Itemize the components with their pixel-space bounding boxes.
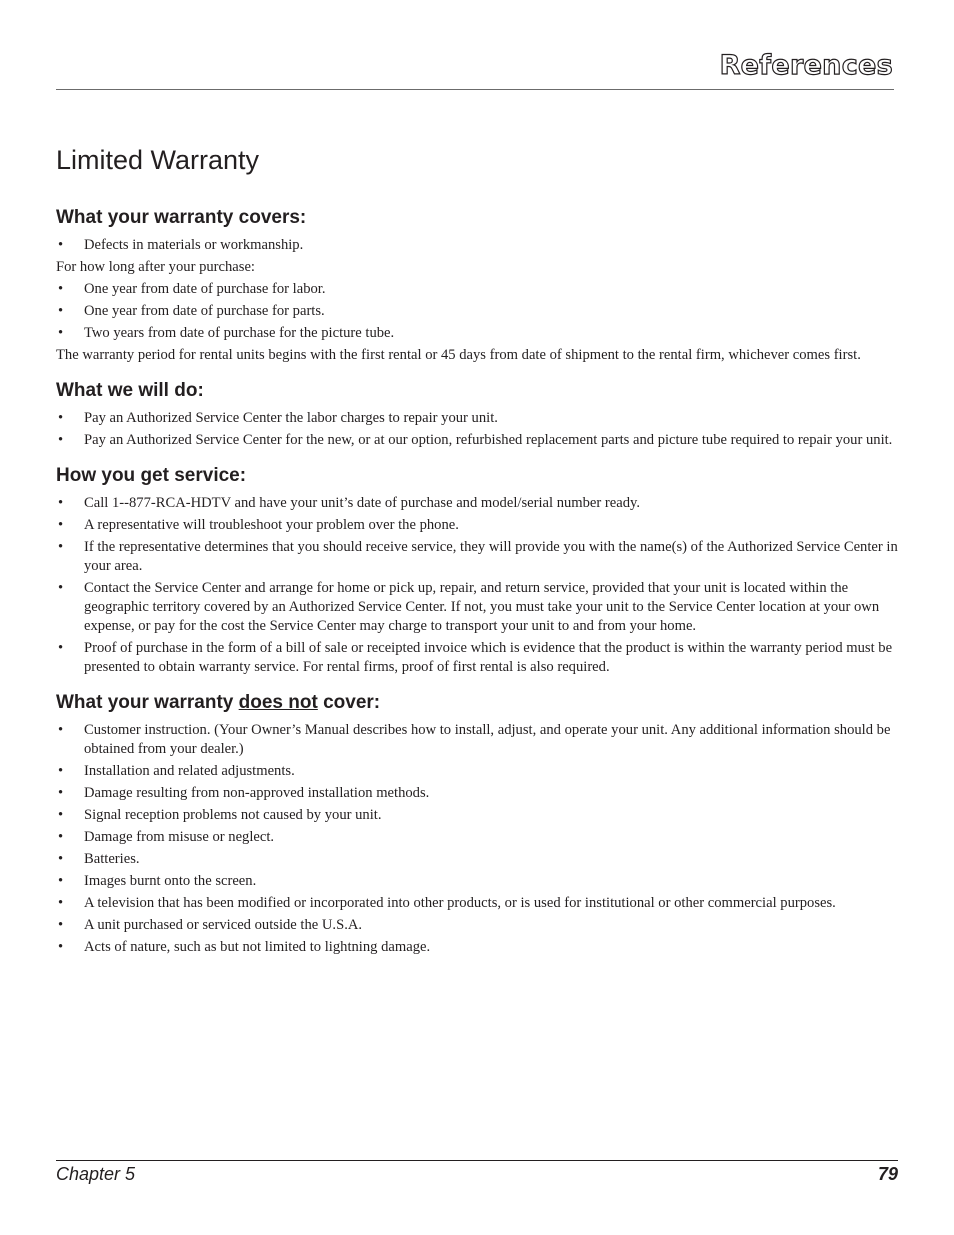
bullet-icon: • [58, 785, 64, 801]
list-item [56, 494, 898, 513]
bullet-icon: • [58, 851, 64, 867]
list-item [56, 850, 898, 869]
list-item [56, 516, 898, 535]
list-item [56, 236, 898, 255]
list-item-text: Pay an Authorized Service Center the labor charges to repair your unit. [84, 410, 498, 426]
list-item-text: Damage from misuse or neglect. [84, 829, 275, 845]
covers-list-periods [56, 280, 898, 343]
list-item-text: Installation and related adjustments. [84, 763, 295, 779]
covers-rental-note: The warranty period for rental units begins with the first rental or 45 days from date of shipment to the rental firm, whichever comes first. [56, 347, 861, 363]
will-do-list [56, 409, 898, 450]
list-item [56, 762, 898, 781]
list-item-text: Signal reception problems not caused by your unit. [84, 807, 382, 823]
section-heading-service: How you get service: [56, 465, 247, 486]
bullet-icon: • [58, 917, 64, 933]
list-item-text: A unit purchased or serviced outside the U.S.A. [84, 917, 363, 933]
bullet-icon: • [58, 722, 64, 738]
list-item [56, 579, 898, 636]
list-item-text: Customer instruction. (Your Owner’s Manual describes how to install, adjust, and operate your unit. Any additional information should be obtained from your dealer.) [84, 722, 891, 757]
list-item-text: Damage resulting from non-approved installation methods. [84, 785, 430, 801]
bullet-icon: • [58, 325, 64, 341]
footer-rule [56, 1160, 898, 1161]
section-covers [56, 206, 898, 365]
list-item [56, 538, 898, 576]
covers-list-defects [56, 236, 898, 255]
list-item [56, 409, 898, 428]
not-cover-list [56, 721, 898, 957]
list-item-text: A representative will troubleshoot your problem over the phone. [84, 517, 459, 533]
bullet-icon: • [58, 763, 64, 779]
page-title: Limited Warranty [56, 145, 260, 175]
bullet-icon: • [58, 640, 64, 656]
section-service [56, 464, 898, 677]
list-item [56, 302, 898, 321]
bullet-icon: • [58, 281, 64, 297]
section-heading-will-do: What we will do: [56, 380, 204, 401]
bullet-icon: • [58, 432, 64, 448]
list-item [56, 938, 898, 957]
section-heading-not-cover [56, 691, 898, 715]
list-item-text: Contact the Service Center and arrange for home or pick up, repair, and return service, provided that your unit is located within the geographic territory covered by an Authorized Service Center. If not, you must take your unit to the Service Center location at your own expense, or pay for the cost the Service Center may charge to transport your unit to and from your home. [84, 580, 880, 634]
bullet-icon: • [58, 895, 64, 911]
list-item-text: Two years from date of purchase for the picture tube. [84, 325, 395, 341]
footer-chapter: Chapter 5 [56, 1164, 136, 1184]
list-item-text: If the representative determines that you should receive service, they will provide you with the name(s) of the Authorized Service Center in your area. [84, 539, 898, 574]
section-heading-covers: What your warranty covers: [56, 207, 307, 228]
list-item-text: Proof of purchase in the form of a bill of sale or receipted invoice which is evidence that the product is within the warranty period must be presented to obtain warranty service. For rental firms, proof of first rental is also required. [84, 640, 893, 675]
heading-pre: What your warranty [56, 692, 239, 713]
list-item [56, 872, 898, 891]
list-item-text: Batteries. [84, 851, 140, 867]
list-item [56, 916, 898, 935]
bullet-icon: • [58, 410, 64, 426]
service-list [56, 494, 898, 677]
bullet-icon: • [58, 873, 64, 889]
bullet-icon: • [58, 539, 64, 555]
list-item-text: Pay an Authorized Service Center for the new, or at our option, refurbished replacement parts and picture tube required to repair your unit. [84, 432, 893, 448]
list-item [56, 639, 898, 677]
list-item [56, 894, 898, 913]
list-item [56, 721, 898, 759]
bullet-icon: • [58, 939, 64, 955]
heading-underline: does not [238, 692, 318, 713]
list-item [56, 828, 898, 847]
bullet-icon: • [58, 303, 64, 319]
bullet-icon: • [58, 580, 64, 596]
header-title: References [719, 50, 893, 81]
bullet-icon: • [58, 495, 64, 511]
list-item-text: Images burnt onto the screen. [84, 873, 257, 889]
bullet-icon: • [58, 517, 64, 533]
list-item-text: One year from date of purchase for labor. [84, 281, 326, 297]
bullet-icon: • [58, 829, 64, 845]
list-item-text: One year from date of purchase for parts. [84, 303, 325, 319]
list-item [56, 280, 898, 299]
list-item [56, 784, 898, 803]
covers-intro: For how long after your purchase: [56, 259, 255, 275]
bullet-icon: • [58, 237, 64, 253]
section-will-do [56, 379, 898, 450]
list-item-text: Call 1--877-RCA-HDTV and have your unit’s date of purchase and model/serial number ready. [84, 495, 641, 511]
section-not-cover [56, 691, 898, 957]
list-item-text: Acts of nature, such as but not limited to lightning damage. [84, 939, 431, 955]
heading-post: cover: [317, 692, 381, 713]
header-rule [56, 89, 894, 90]
list-item-text: A television that has been modified or incorporated into other products, or is used for institutional or other commercial purposes. [84, 895, 836, 911]
list-item-text: Defects in materials or workmanship. [84, 237, 304, 253]
footer-page-number: 79 [877, 1164, 898, 1184]
warranty-content [56, 206, 898, 971]
bullet-icon: • [58, 807, 64, 823]
list-item [56, 324, 898, 343]
list-item [56, 806, 898, 825]
list-item [56, 431, 898, 450]
